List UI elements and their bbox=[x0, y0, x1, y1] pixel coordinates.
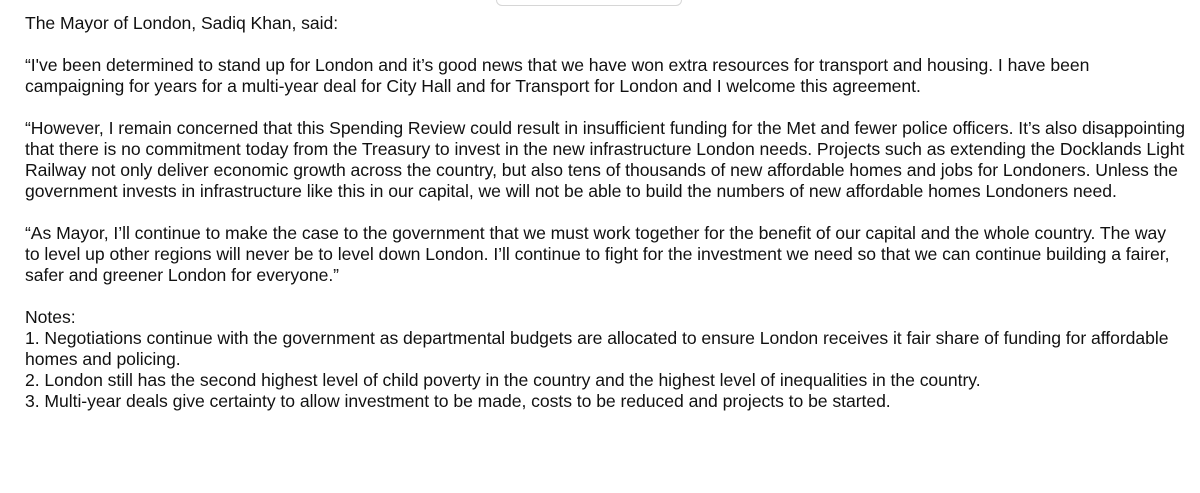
notes-heading: Notes: bbox=[25, 307, 76, 327]
quote-paragraph-3: “As Mayor, I’ll continue to make the case to the government that we must work together for the benefit of our capital and the whole country. The way to level up other regions will never be to level down London. I’ll continue to fight for the investment we need so that we can continue building a fairer, safer and greener London for everyone.” bbox=[25, 223, 1170, 285]
document-body bbox=[25, 13, 1185, 412]
note-item-3: 3. Multi-year deals give certainty to allow investment to be made, costs to be reduced and projects to be started. bbox=[25, 391, 891, 411]
quote-paragraph-1: “I've been determined to stand up for London and it’s good news that we have won extra resources for transport and housing. I have been campaigning for years for a multi-year deal for City Hall and for Transport for London and I welcome this agreement. bbox=[25, 55, 1090, 96]
notes-list bbox=[25, 328, 1185, 412]
note-item-1: 1. Negotiations continue with the government as departmental budgets are allocated to ensure London receives it fair share of funding for affordable homes and policing. bbox=[25, 328, 1169, 369]
notes-section bbox=[25, 307, 1185, 412]
intro-line: The Mayor of London, Sadiq Khan, said: bbox=[25, 13, 339, 33]
note-item-2: 2. London still has the second highest level of child poverty in the country and the highest level of inequalities in the country. bbox=[25, 370, 981, 390]
quote-paragraph-2: “However, I remain concerned that this Spending Review could result in insufficient funding for the Met and fewer police officers. It’s also disappointing that there is no commitment today from the Treasury to invest in the new infrastructure London needs. Projects such as extending the Docklands Light Railway not only deliver economic growth across the country, but also tens of thousands of new affordable homes and jobs for Londoners. Unless the government invests in infrastructure like this in our capital, we will not be able to build the numbers of new affordable homes Londoners need. bbox=[25, 118, 1186, 201]
top-tab-edge bbox=[496, 0, 682, 6]
